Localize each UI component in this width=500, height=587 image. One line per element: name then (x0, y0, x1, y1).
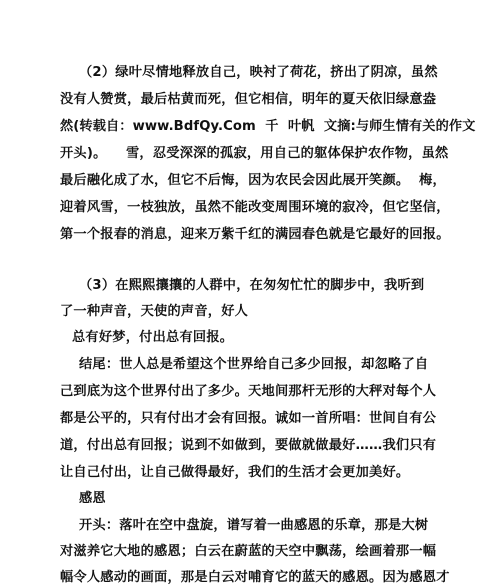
text-line: 了一种声音，天使的声音，好人 (60, 304, 249, 319)
text-line: 然(转载自：www.BdfQy.Com 千 叶帆 文摘:与师生情有关的作文 (60, 119, 476, 134)
text-line: 迎着风雪，一枝独放，虽然不能改变周围环境的寂冷，但它坚信， (60, 200, 450, 215)
text-line: （3）在熙熙攘攘的人群中，在匆匆忙忙的脚步中，我听到 (79, 278, 425, 293)
text-line: 让自己付出，让自己做得最好，我们的生活才会更加美好。 (60, 465, 410, 480)
text-line: 第一个报春的消息，迎来万紫千红的满园春色就是它最好的回报。 (60, 227, 450, 242)
text-line: 开头：落叶在空中盘旋，谱写着一曲感恩的乐章，那是大树 (79, 518, 429, 533)
text-line: 结尾：世人总是希望这个世界给自己多少回报，却忽略了自 (79, 357, 429, 372)
text-line: 没有人赞赏，最后枯黄而死，但它相信，明年的夏天依旧绿意盎 (60, 92, 437, 107)
text-line: 开头)。 雪，忍受深深的孤寂，用自己的躯体保护农作物，虽然 (60, 146, 449, 161)
text-line: 道，付出总有回报；说到不如做到，要做就做最好……我们只有 (60, 438, 437, 453)
text-line: （2）绿叶尽情地释放自己，映衬了荷花，挤出了阴凉，虽然 (79, 65, 438, 80)
text-line: 最后融化成了水，但它不后悔，因为农民会因此展开笑颜。 梅， (60, 173, 446, 188)
section-heading: 感恩 (79, 491, 106, 506)
text-line: 己到底为这个世界付出了多少。天地间那杆无形的大秤对每个人 (60, 384, 437, 399)
text-line: 总有好梦，付出总有回报。 (72, 330, 234, 345)
text-line: 对滋养它大地的感恩；白云在蔚蓝的天空中飘荡，绘画着那一幅 (60, 544, 437, 559)
text-line: 都是公平的，只有付出才会有回报。诚如一首所唱：世间自有公 (60, 411, 437, 426)
text-line: 幅令人感动的画面，那是白云对哺育它的蓝天的感恩。因为感恩才 (60, 570, 450, 585)
